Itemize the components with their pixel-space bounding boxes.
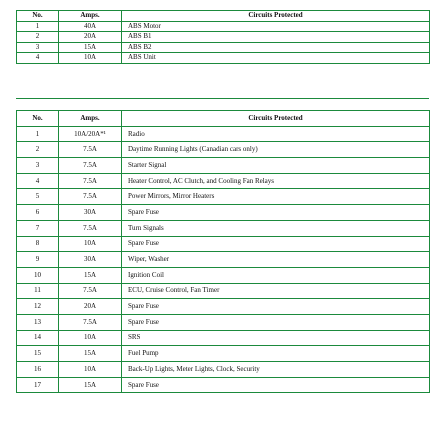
- table-row: [17, 142, 430, 158]
- table-separator: [16, 98, 429, 99]
- table-row: [17, 158, 430, 174]
- header-circuits: Circuits Protected: [122, 111, 430, 127]
- fuse-amps: 10A: [59, 236, 122, 252]
- header-no: No.: [17, 111, 59, 127]
- fuse-amps: 10A: [59, 53, 122, 64]
- fuse-number: 4: [17, 53, 59, 64]
- table-row: [17, 346, 430, 362]
- table-row: [17, 189, 430, 205]
- table-row: [17, 362, 430, 378]
- fuse-number: 16: [17, 362, 59, 378]
- fuse-circuit: Wiper, Washer: [122, 252, 430, 268]
- table-row: [17, 377, 430, 393]
- fuse-amps: 7.5A: [59, 189, 122, 205]
- fuse-circuit: Radio: [122, 126, 430, 142]
- fuse-circuit: ECU, Cruise Control, Fan Timer: [122, 283, 430, 299]
- table-row: [17, 267, 430, 283]
- fuse-number: 14: [17, 330, 59, 346]
- fuse-amps: 7.5A: [59, 314, 122, 330]
- table-row: [17, 21, 430, 32]
- fuse-number: 2: [17, 32, 59, 43]
- fuse-circuit: SRS: [122, 330, 430, 346]
- fuse-amps: 7.5A: [59, 173, 122, 189]
- fuse-circuit: Ignition Coil: [122, 267, 430, 283]
- fuse-amps: 15A: [59, 267, 122, 283]
- fuse-amps: 15A: [59, 377, 122, 393]
- table-header-row: [17, 11, 430, 22]
- fuse-circuit: Heater Control, AC Clutch, and Cooling Fan Relays: [122, 173, 430, 189]
- fuse-amps: 15A: [59, 42, 122, 53]
- fuse-amps: 7.5A: [59, 283, 122, 299]
- fuse-number: 3: [17, 42, 59, 53]
- header-amps: Amps.: [59, 11, 122, 22]
- fuse-number: 11: [17, 283, 59, 299]
- fuse-number: 8: [17, 236, 59, 252]
- fuse-circuit: ABS Unit: [122, 53, 430, 64]
- fuse-number: 4: [17, 173, 59, 189]
- fuse-number: 12: [17, 299, 59, 315]
- fuse-number: 7: [17, 220, 59, 236]
- fuse-circuit: Spare Fuse: [122, 377, 430, 393]
- fuse-circuit: Spare Fuse: [122, 314, 430, 330]
- fuse-amps: 20A: [59, 299, 122, 315]
- fuse-circuit: ABS B2: [122, 42, 430, 53]
- fuse-amps: 30A: [59, 252, 122, 268]
- table-row: [17, 236, 430, 252]
- table-row: [17, 220, 430, 236]
- fuse-circuit: Fuel Pump: [122, 346, 430, 362]
- fuse-amps: 20A: [59, 32, 122, 43]
- fuse-number: 17: [17, 377, 59, 393]
- fuse-amps: 7.5A: [59, 142, 122, 158]
- table-row: [17, 314, 430, 330]
- table-header-row: [17, 111, 430, 127]
- fuse-amps: 10A: [59, 330, 122, 346]
- table-row: [17, 299, 430, 315]
- fuse-amps: 10A: [59, 362, 122, 378]
- fuse-number: 6: [17, 205, 59, 221]
- fuse-table-main: [16, 110, 430, 393]
- table-row: [17, 42, 430, 53]
- fuse-circuit: Spare Fuse: [122, 205, 430, 221]
- fuse-circuit: Spare Fuse: [122, 299, 430, 315]
- fuse-circuit: ABS Motor: [122, 21, 430, 32]
- fuse-number: 10: [17, 267, 59, 283]
- fuse-circuit: Back-Up Lights, Meter Lights, Clock, Security: [122, 362, 430, 378]
- fuse-number: 5: [17, 189, 59, 205]
- fuse-number: 3: [17, 158, 59, 174]
- table-row: [17, 32, 430, 43]
- fuse-number: 9: [17, 252, 59, 268]
- table-row: [17, 173, 430, 189]
- table-row: [17, 283, 430, 299]
- fuse-number: 15: [17, 346, 59, 362]
- fuse-number: 1: [17, 21, 59, 32]
- fuse-circuit: Starter Signal: [122, 158, 430, 174]
- fuse-amps: 7.5A: [59, 220, 122, 236]
- fuse-number: 1: [17, 126, 59, 142]
- header-amps: Amps.: [59, 111, 122, 127]
- fuse-amps: 10A/20A*¹: [59, 126, 122, 142]
- table-row: [17, 126, 430, 142]
- table-row: [17, 330, 430, 346]
- header-no: No.: [17, 11, 59, 22]
- fuse-circuit: Power Mirrors, Mirror Heaters: [122, 189, 430, 205]
- table-row: [17, 205, 430, 221]
- fuse-circuit: Turn Signals: [122, 220, 430, 236]
- fuse-amps: 7.5A: [59, 158, 122, 174]
- fuse-amps: 30A: [59, 205, 122, 221]
- fuse-amps: 15A: [59, 346, 122, 362]
- fuse-amps: 40A: [59, 21, 122, 32]
- table-row: [17, 252, 430, 268]
- fuse-table-abs: [16, 10, 430, 64]
- table-row: [17, 53, 430, 64]
- fuse-circuit: Daytime Running Lights (Canadian cars only): [122, 142, 430, 158]
- fuse-circuit: ABS B1: [122, 32, 430, 43]
- fuse-number: 2: [17, 142, 59, 158]
- fuse-number: 13: [17, 314, 59, 330]
- header-circuits: Circuits Protected: [122, 11, 430, 22]
- fuse-circuit: Spare Fuse: [122, 236, 430, 252]
